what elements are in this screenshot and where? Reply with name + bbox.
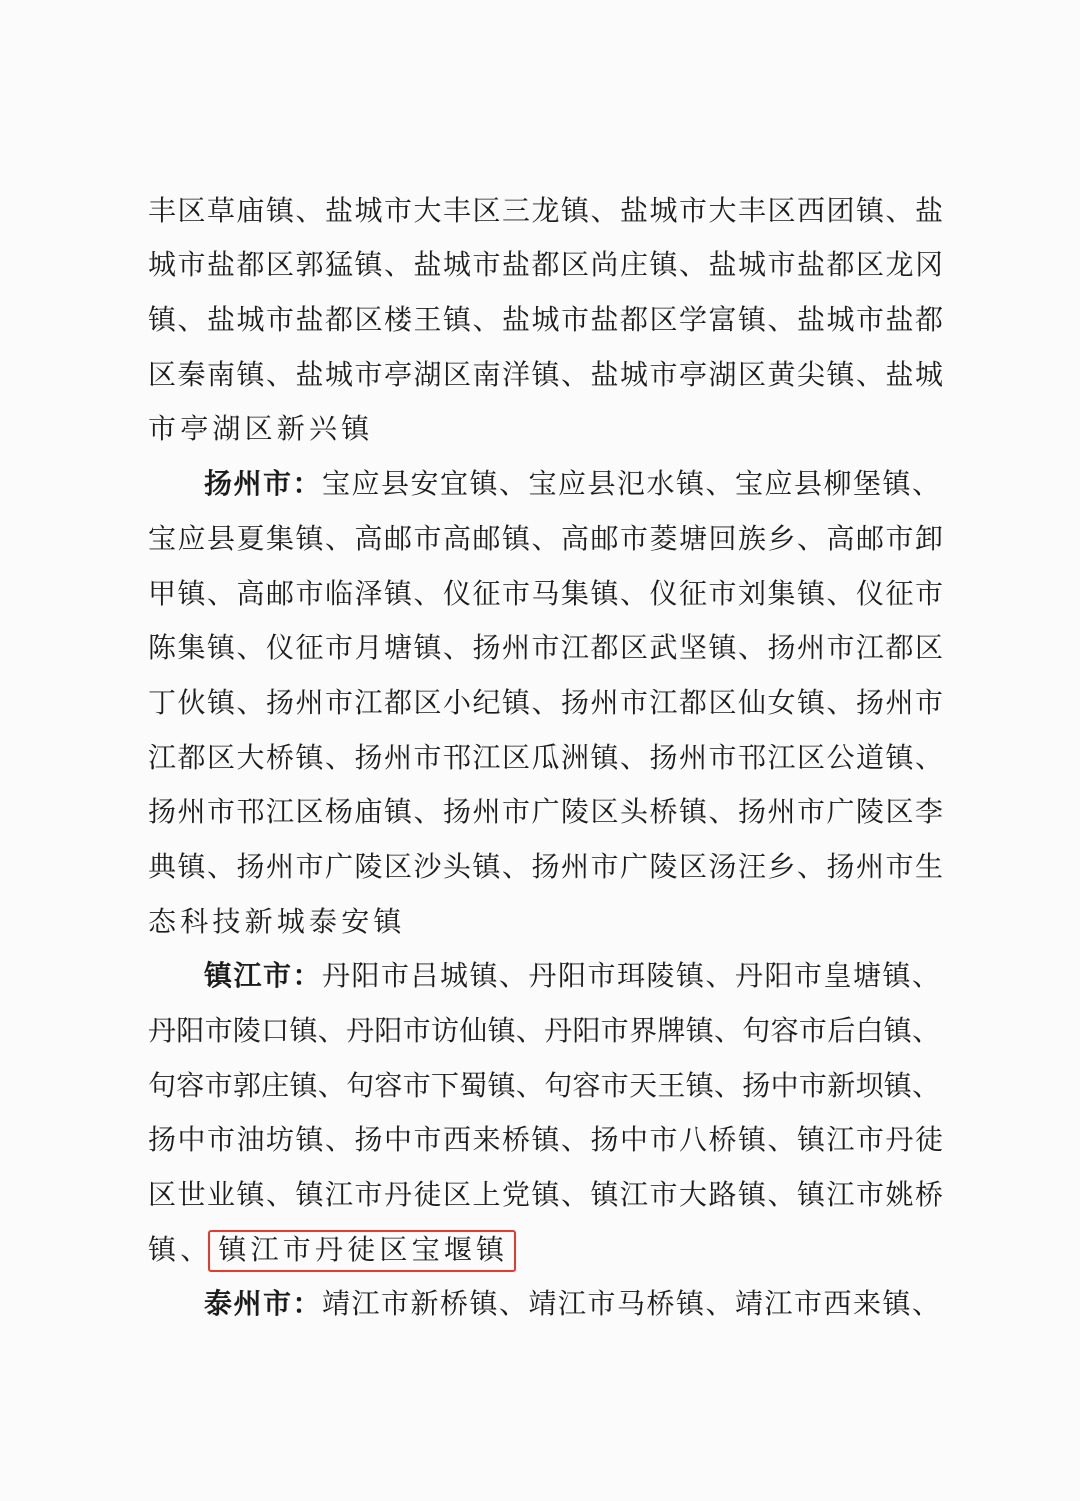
text-line: [148, 738, 948, 778]
section-heading-zhenjiang: 镇江市：: [204, 959, 323, 992]
text-line-content: 区秦南镇、盐城市亭湖区南洋镇、盐城市亭湖区黄尖镇、盐城: [148, 358, 945, 391]
text-line: [148, 355, 948, 395]
text-line: [148, 1175, 948, 1215]
text-line-content: 宝应县夏集镇、高邮市高邮镇、高邮市菱塘回族乡、高邮市卸: [148, 522, 945, 555]
text-line: [148, 245, 948, 285]
highlighted-town-box: 镇江市丹徒区宝堰镇: [208, 1230, 516, 1272]
text-line-content: 丹阳市陵口镇、丹阳市访仙镇、丹阳市界牌镇、句容市后白镇、: [148, 1014, 941, 1047]
text-line-content: 城市盐都区郭猛镇、盐城市盐都区尚庄镇、盐城市盐都区龙冈: [148, 248, 945, 281]
text-line-content: 扬中市油坊镇、扬中市西来桥镇、扬中市八桥镇、镇江市丹徒: [148, 1123, 945, 1156]
text-line: [148, 683, 948, 723]
text-line-content: 丰区草庙镇、盐城市大丰区三龙镇、盐城市大丰区西团镇、盐: [148, 194, 945, 227]
text-line-content: 扬州市邗江区杨庙镇、扬州市广陵区头桥镇、扬州市广陵区李: [148, 795, 945, 828]
text-line-content: 甲镇、高邮市临泽镇、仪征市马集镇、仪征市刘集镇、仪征市: [148, 577, 945, 610]
section-heading-taizhou: 泰州市：: [204, 1287, 323, 1320]
text-line: [148, 792, 948, 832]
text-line-content: 靖江市新桥镇、靖江市马桥镇、靖江市西来镇、: [322, 1287, 942, 1320]
text-line-content: 镇、: [148, 1233, 213, 1266]
text-line: [148, 1066, 948, 1106]
text-line: [148, 1120, 948, 1160]
text-line-content: 市亭湖区新兴镇: [148, 412, 374, 445]
text-line-content: 江都区大桥镇、扬州市邗江区瓜洲镇、扬州市邗江区公道镇、: [148, 741, 945, 774]
text-line: [148, 300, 948, 340]
text-line-content: 典镇、扬州市广陵区沙头镇、扬州市广陵区汤汪乡、扬州市生: [148, 850, 945, 883]
text-line: [148, 519, 948, 559]
text-line: [148, 409, 948, 449]
text-line-content: 区世业镇、镇江市丹徒区上党镇、镇江市大路镇、镇江市姚桥: [148, 1178, 945, 1211]
text-line-content: 镇、盐城市盐都区楼王镇、盐城市盐都区学富镇、盐城市盐都: [148, 303, 945, 336]
section-yangzhou-first-line: [204, 464, 948, 504]
text-line-content: 丹阳市吕城镇、丹阳市珥陵镇、丹阳市皇塘镇、: [322, 959, 942, 992]
section-taizhou-first-line: [204, 1284, 948, 1324]
text-line: [148, 574, 948, 614]
text-line: [148, 847, 948, 887]
text-line-content: 丁伙镇、扬州市江都区小纪镇、扬州市江都区仙女镇、扬州市: [148, 686, 945, 719]
text-line-content: 态科技新城泰安镇: [148, 905, 406, 938]
text-line: [148, 191, 948, 231]
text-line: [148, 1011, 948, 1051]
text-line-with-highlight: [148, 1230, 948, 1270]
text-line: [148, 902, 948, 942]
text-line-content: 句容市郭庄镇、句容市下蜀镇、句容市天王镇、扬中市新坝镇、: [148, 1069, 941, 1102]
section-zhenjiang-first-line: [204, 956, 948, 996]
section-heading-yangzhou: 扬州市：: [204, 467, 323, 500]
text-line-content: 陈集镇、仪征市月塘镇、扬州市江都区武坚镇、扬州市江都区: [148, 631, 945, 664]
text-line: [148, 628, 948, 668]
text-line-content: 宝应县安宜镇、宝应县氾水镇、宝应县柳堡镇、: [322, 467, 942, 500]
